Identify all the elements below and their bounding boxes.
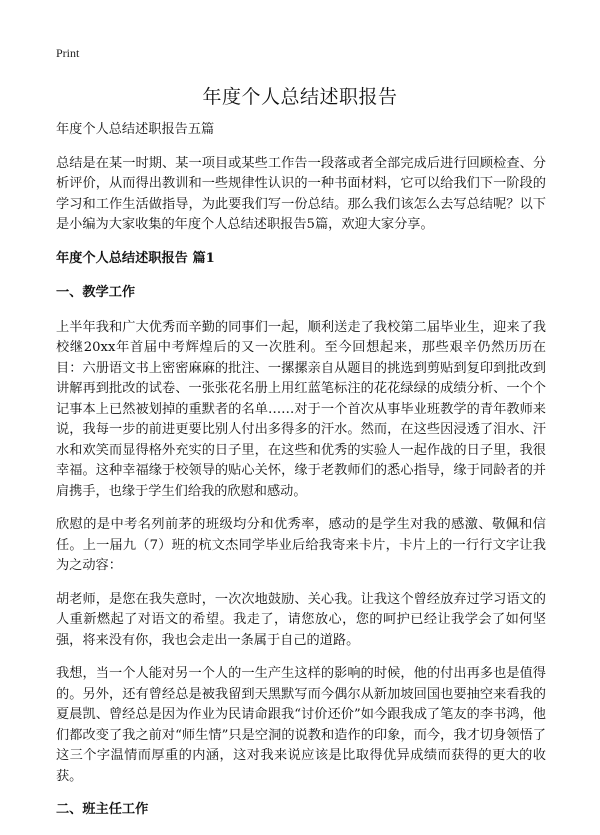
print-link[interactable]: Print xyxy=(56,46,80,60)
intro-paragraph: 总结是在某一时期、某一项目或某些工作告一段落或者全部完成后进行回顾检查、分析评价，从而得出教训和一些规律性认识的一种书面材料，它可以给我们下一阶段的学习和工作生活做指导，为此要我们写一份总结。那么我们该怎么去写总结呢？以下是小编为大家收集的年度个人总结述职报告5篇，欢迎大家分享。 xyxy=(56,155,546,232)
body-paragraph: 我想，当一个人能对另一个人的一生产生这样的影响的时候，他的付出再多也是值得的。另外，还有曾经总是被我留到天黑默写而今偶尔从新加坡回国也要抽空来看我的夏晨凯、曾经总是因为作业为民请命跟我“讨价还价”如今跟我成了笔友的李书鸿，他们都改变了我之前对“师生情”只是空洞的说教和造作的印象，而今，我才切身领悟了这三个字温情而厚重的内涵，这对我来说应该是比取得优异成绩而获得的更大的收获。 xyxy=(56,666,546,784)
section-heading-class-teacher: 二、班主任工作 xyxy=(56,802,149,817)
section-heading-teaching: 一、教学工作 xyxy=(56,285,136,300)
article-heading: 年度个人总结述职报告 篇1 xyxy=(56,250,215,266)
document-subtitle: 年度个人总结述职报告五篇 xyxy=(56,122,215,137)
document-body xyxy=(56,120,546,835)
page-title: 年度个人总结述职报告 xyxy=(202,86,398,108)
body-paragraph: 欣慰的是中考名列前茅的班级均分和优秀率，感动的是学生对我的感激、敬佩和信任。上一届九（7）班的杭文杰同学毕业后给我寄来卡片，卡片上的一行行文字让我为之动容： xyxy=(56,517,546,573)
body-paragraph: 上半年我和广大优秀而辛勤的同事们一起，顺利送走了我校第二届毕业生，迎来了我校继20xx年首届中考辉煌后的又一次胜利。至今回想起来，那些艰辛仍然历历在目：六册语文书上密密麻麻的批注、一摞摞亲自从题目的挑选到剪贴到复印到批改到讲解再到批改的试卷、一张张花名册上用红蓝笔标注的花花绿绿的成绩分析、一个个记事本上已然被划掉的重默者的名单……对于一个首次从事毕业班教学的青年教师来说，我每一步的前进更要比别人付出多得多的汗水。然而，在这些因浸透了泪水、汗水和欢笑而显得格外充实的日子里，在这些和优秀的实验人一起作战的日子里，我很幸福。这种幸福缘于校领导的贴心关怀，缘于老教师们的悉心指导，缘于同龄者的并肩携手，也缘于学生们给我的欣慰和感动。 xyxy=(56,319,546,499)
body-paragraph: 胡老师，是您在我失意时，一次次地鼓励、关心我。让我这个曾经放弃过学习语文的人重新燃起了对语文的希望。我走了，请您放心，您的呵护已经让我学会了如何坚强，将来没有你，我也会走出一条属于自己的道路。 xyxy=(56,591,546,648)
